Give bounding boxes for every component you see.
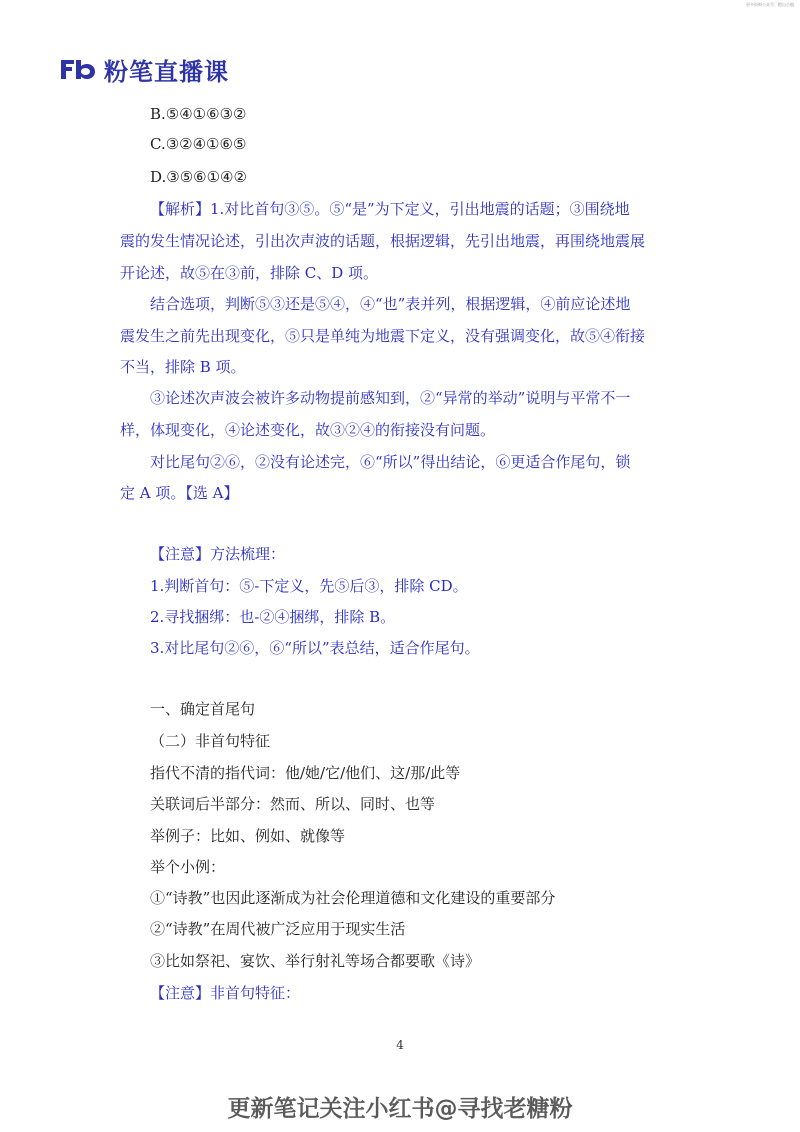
note-title: 【注意】方法梳理： bbox=[150, 545, 286, 563]
analysis-line: 开论述，故⑤在③前，排除 C、D 项。 bbox=[120, 264, 379, 282]
option-d: D.③⑤⑥①④② bbox=[150, 168, 247, 186]
feature-line: ③比如祭祀、宴饮、举行射礼等场合都要歌《诗》 bbox=[150, 952, 481, 970]
option-c: C.③②④①⑥⑤ bbox=[150, 135, 247, 153]
analysis-line: 【解析】1.对比首句③⑤。⑤“是”为下定义，引出地震的话题；③围绕地 bbox=[150, 200, 630, 218]
analysis-line: 震发生之前先出现变化，⑤只是单纯为地震下定义，没有强调变化，故⑤④衔接 bbox=[120, 327, 646, 345]
analysis-line: 定 A 项。【选 A】 bbox=[120, 484, 239, 502]
feature-line: 举个小例： bbox=[150, 858, 226, 876]
feature-line: 指代不清的指代词：他/她/它/他们、这/那/此等 bbox=[150, 764, 461, 782]
feature-line: 举例子：比如、例如、就像等 bbox=[150, 827, 346, 845]
option-b: B.⑤④①⑥③② bbox=[150, 105, 247, 123]
note-item: 2.寻找捆绑：也-②④捆绑，排除 B。 bbox=[150, 608, 396, 626]
brand-logo bbox=[58, 52, 229, 86]
analysis-line: 结合选项，判断⑤③还是⑤④，④“也”表并列，根据逻辑，④前应论述地 bbox=[150, 295, 631, 313]
final-note: 【注意】非首句特征： bbox=[150, 984, 301, 1002]
page-number: 4 bbox=[396, 1038, 404, 1052]
feature-line: ①“诗教”也因此逐渐成为社会伦理道德和文化建设的重要部分 bbox=[150, 889, 556, 907]
feature-line: 关联词后半部分：然而、所以、同时、也等 bbox=[150, 795, 436, 813]
fb-logo-icon bbox=[58, 56, 98, 82]
analysis-line: ③论述次声波会被许多动物提前感知到，②“异常的举动”说明与平常不一 bbox=[150, 389, 631, 407]
section-title: 一、确定首尾句 bbox=[150, 700, 256, 718]
top-note: 更多资料公众号：橙山小镇 bbox=[746, 2, 794, 7]
logo-text: 粉笔直播课 bbox=[104, 57, 229, 86]
subsection-title: （二）非首句特征 bbox=[150, 732, 271, 750]
analysis-line: 对比尾句②⑥，②没有论述完，⑥“所以”得出结论，⑥更适合作尾句，锁 bbox=[150, 453, 631, 471]
note-item: 3.对比尾句②⑥，⑥“所以”表总结，适合作尾句。 bbox=[150, 639, 480, 657]
analysis-line: 震的发生情况论述，引出次声波的话题，根据逻辑，先引出地震，再围绕地震展 bbox=[120, 232, 646, 250]
analysis-line: 不当，排除 B 项。 bbox=[120, 358, 246, 376]
footer-watermark: 更新笔记关注小红书@寻找老糖粉 bbox=[227, 1096, 573, 1122]
feature-line: ②“诗教”在周代被广泛应用于现实生活 bbox=[150, 920, 406, 938]
note-item: 1.判断首句：⑤-下定义，先⑤后③，排除 CD。 bbox=[150, 577, 468, 595]
analysis-line: 样，体现变化，④论述变化，故③②④的衔接没有问题。 bbox=[120, 421, 496, 439]
